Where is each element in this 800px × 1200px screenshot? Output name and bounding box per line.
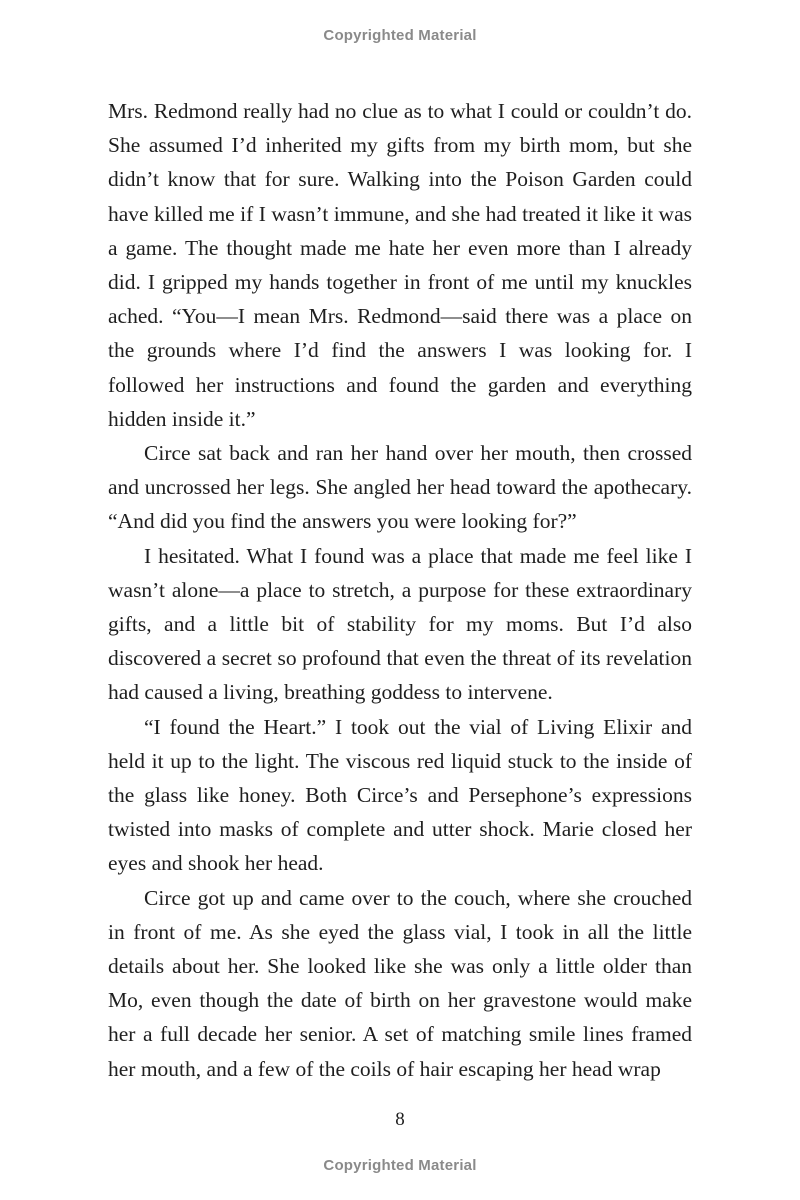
paragraph: Mrs. Redmond really had no clue as to what I could or couldn’t do. She assumed I’d inherited my gifts from my birth mom, but she didn’t know that for sure. Walking into the Poison Garden could have killed me if I wasn’t immune, and she had treated it like it was a game. The thought made me hate her even more than I already did. I gripped my hands together in front of me until my knuckles ached. “You—I mean Mrs. Redmond—said there was a place on the grounds where I’d find the answers I was looking for. I followed her instructions and found the garden and everything hidden inside it.” [108, 99, 692, 431]
copyright-watermark-bottom: Copyrighted Material [323, 1157, 477, 1174]
paragraph: Circe sat back and ran her hand over her mouth, then crossed and uncrossed her legs. She angled her head toward the apothecary. “And did you find the answers you were looking for?” [108, 441, 692, 534]
paragraph: Circe got up and came over to the couch, where she crouched in front of me. As she eyed the glass vial, I took in all the little details about her. She looked like she was only a little older than Mo, even though the date of birth on her gravestone would make her a full decade her senior. A set of matching smile lines framed her mouth, and a few of the coils of hair escaping her head wrap [108, 885, 692, 1081]
page-body [108, 94, 692, 1086]
copyright-watermark-top: Copyrighted Material [323, 27, 477, 44]
paragraph: “I found the Heart.” I took out the vial of Living Elixir and held it up to the light. The viscous red liquid stuck to the inside of the glass like honey. Both Circe’s and Persephone’s expressions twisted into masks of complete and utter shock. Marie closed her eyes and shook her head. [108, 714, 692, 876]
paragraph: I hesitated. What I found was a place that made me feel like I wasn’t alone—a place to stretch, a purpose for these extraordinary gifts, and a little bit of stability for my moms. But I’d also discovered a secret so profound that even the threat of its revelation had caused a living, breathing goddess to intervene. [108, 543, 692, 705]
page-number: 8 [395, 1109, 405, 1130]
